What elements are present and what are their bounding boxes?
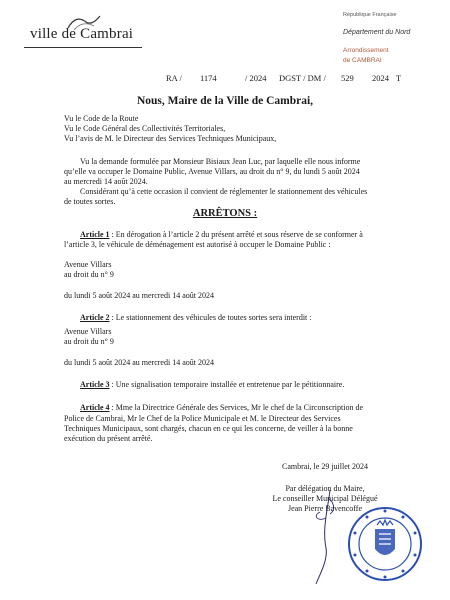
article4-line: [80, 403, 363, 412]
article1-line: [80, 230, 363, 239]
arrondissement-city: de CAMBRAI: [343, 57, 382, 64]
arretons-heading: ARRÊTONS :: [192, 208, 258, 219]
article4-label: Article 4: [80, 403, 110, 412]
city-seal-stamp: [345, 505, 425, 583]
article1-dates: du lundi 5 août 2024 au mercredi 14 août 2024: [64, 291, 214, 300]
considerant-line: de toutes sortes.: [64, 197, 116, 206]
demande-line: au mercredi 14 août 2024.: [64, 177, 148, 186]
article2-text: : Le stationnement des véhicules de toutes sortes sera interdit :: [109, 313, 312, 322]
page-title: Nous, Maire de la Ville de Cambrai,: [136, 95, 314, 107]
vu-line: Vu l’avis de M. le Directeur des Services Techniques Municipaux,: [64, 134, 277, 143]
article4-text: : Mme la Directrice Générale des Services, Mr le chef de la Circonscription de: [109, 403, 363, 412]
article1-text: : En dérogation à l’article 2 du présent arrêté et sous réserve de se conformer à: [109, 230, 363, 239]
article3-line: [80, 380, 344, 389]
article2-street: Avenue Villars: [64, 327, 112, 336]
logo-underline: [24, 47, 142, 48]
city-logo: [24, 14, 174, 60]
article1-line2: l’article 3, le véhicule de déménagement est autorisé à occuper le Domaine Public :: [64, 240, 331, 249]
ra-number: 1174: [200, 73, 217, 83]
article4-line2: Police de Cambrai, Mr le Chef de la Police Municipale et M. le Directeur des Services: [64, 414, 341, 423]
article1-location: au droit du n° 9: [64, 270, 114, 279]
demande-line: Vu la demande formulée par Monsieur Bisiaux Jean Luc, par laquelle elle nous informe: [80, 157, 361, 166]
arrondissement-label: Arrondissement: [343, 47, 389, 54]
logo-text: ville de Cambrai: [30, 26, 134, 42]
article2-label: Article 2: [80, 313, 110, 322]
article2-dates: du lundi 5 août 2024 au mercredi 14 août 2024: [64, 358, 214, 367]
article4-line4: exécution du présent arrêté.: [64, 434, 153, 443]
article3-label: Article 3: [80, 380, 110, 389]
dm-number: 529: [341, 73, 354, 83]
republique-label: République Française: [343, 12, 397, 18]
signatory-name: Jean Pierre Bavencoffe: [287, 504, 363, 513]
article1-label: Article 1: [80, 230, 110, 239]
article4-line3: Techniques Municipaux, sont chargés, chacun en ce qui les concerne, de veiller à la bonne: [64, 424, 353, 433]
article2-line: [80, 313, 312, 322]
ref-suffix: T: [396, 73, 402, 83]
ra-year: / 2024: [245, 73, 267, 83]
departement-label: Département du Nord: [343, 29, 411, 36]
dm-year: 2024: [372, 73, 389, 83]
demande-line: qu’elle va occuper le Domaine Public, Avenue Villars, au droit du n° 9, du lundi 5 août 2024: [64, 167, 360, 176]
service-code: DGST / DM /: [279, 73, 326, 83]
delegation-line: Par délégation du Maire,: [285, 484, 365, 493]
vu-line: Vu le Code Général des Collectivités Territoriales,: [64, 124, 226, 133]
article3-text: : Une signalisation temporaire installée et entretenue par le pétitionnaire.: [109, 380, 345, 389]
signatory-role: Le conseiller Municipal Délégué: [272, 494, 378, 503]
article2-location: au droit du n° 9: [64, 337, 114, 346]
article1-street: Avenue Villars: [64, 260, 112, 269]
ra-label: RA /: [166, 73, 182, 83]
vu-line: Vu le Code de la Route: [64, 114, 139, 123]
considerant-line: Considérant qu’à cette occasion il convient de réglementer le stationnement des véhicules: [80, 187, 368, 196]
place-date: Cambrai, le 29 juillet 2024: [282, 462, 368, 471]
